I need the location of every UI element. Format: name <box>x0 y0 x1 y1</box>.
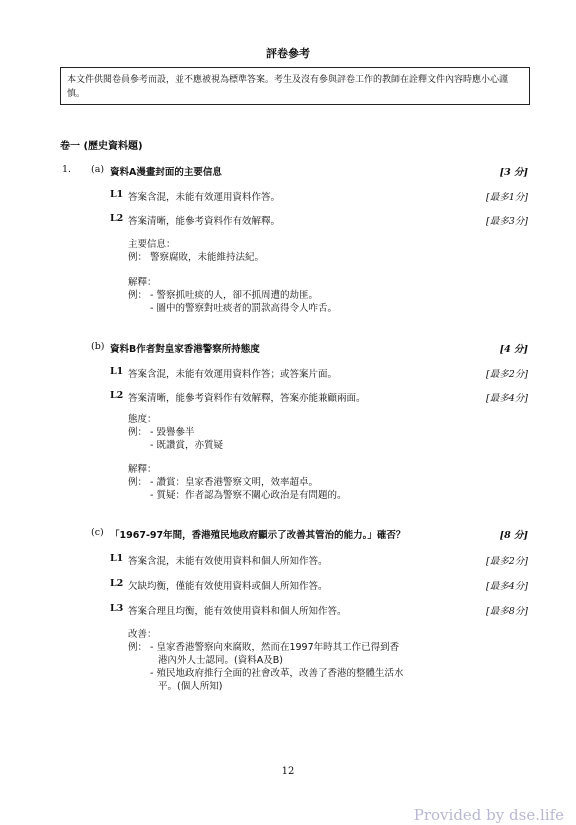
level-marks: [最多1分] <box>486 192 528 203</box>
part-b-marks: [4 分] <box>499 344 528 355</box>
part-b-label: (b) <box>91 341 105 352</box>
attitude-block <box>128 413 223 452</box>
part-b-title: 資料B作者對皇家香港警察所持態度 <box>110 344 260 355</box>
question-number: 1. <box>62 164 72 175</box>
explain-label: 解釋： <box>128 277 157 288</box>
explain-label: 解釋： <box>128 464 157 475</box>
level-marks: [最多8分] <box>486 606 528 617</box>
level-marks: [最多2分] <box>486 369 528 380</box>
provider-watermark: Provided by dse.life <box>413 806 564 824</box>
part-a-label: (a) <box>91 164 105 175</box>
level-descriptor: 答案含混，未能有效運用資料作答；或答案片面。 <box>128 369 338 380</box>
page-title: 評卷參考 <box>266 47 310 60</box>
level-code: L2 <box>110 390 124 401</box>
page-number: 12 <box>281 766 295 777</box>
explain-line: - 圖中的警察對吐痰者的罰款高得令人咋舌。 <box>150 303 337 314</box>
part-c-marks: [8 分] <box>499 530 528 541</box>
explain-block-a <box>128 276 337 315</box>
part-c-title: 「1967-97年間，香港殖民地政府顯示了改善其管治的能力。」確否？ <box>110 530 406 541</box>
improve-block <box>128 628 403 693</box>
level-code: L2 <box>110 578 124 589</box>
part-a-title: 資料A漫畫封面的主要信息 <box>110 167 222 178</box>
disclaimer-box: 本文件供閱卷員參考而設，並不應被視為標準答案。考生及沒有參與評卷工作的教師在詮釋文件內容時應小心謹慎。 <box>60 67 530 105</box>
level-descriptor: 答案清晰，能參考資料作有效解釋。 <box>128 216 281 227</box>
attitude-line: - 既讚賞，亦質疑 <box>150 440 223 451</box>
message-label: 主要信息： <box>128 239 176 250</box>
level-descriptor: 答案含混，未能有效運用資料作答。 <box>128 192 281 203</box>
level-marks: [最多4分] <box>486 581 528 592</box>
level-descriptor: 答案含混，未能有效使用資料和個人所知作答。 <box>128 556 328 567</box>
level-marks: [最多3分] <box>486 216 528 227</box>
level-code: L1 <box>110 553 124 564</box>
improve-line: 例： - 皇家香港警察向來腐敗，然而在1997年時其工作已得到香 <box>128 642 400 653</box>
level-code: L1 <box>110 189 124 200</box>
message-block <box>128 238 264 264</box>
level-marks: [最多2分] <box>486 556 528 567</box>
level-descriptor: 答案合理且均衡，能有效使用資料和個人所知作答。 <box>128 606 347 617</box>
explain-line: 例： - 讚賞：皇家香港警察文明，效率超卓。 <box>128 477 318 488</box>
improve-label: 改善： <box>128 629 157 640</box>
level-code: L1 <box>110 366 124 377</box>
part-a-marks: [3 分] <box>499 167 528 178</box>
attitude-label: 態度： <box>128 414 157 425</box>
part-c-label: (c) <box>91 527 104 538</box>
message-example: 例： 警察腐敗，未能維持法紀。 <box>128 252 265 263</box>
paper-heading: 卷一 (歷史資料題) <box>60 141 143 152</box>
level-marks: [最多4分] <box>486 393 528 404</box>
improve-line: 平。(個人所知) <box>158 681 223 692</box>
improve-line: - 殖民地政府推行全面的社會改革，改善了香港的整體生活水 <box>150 668 404 679</box>
level-code: L3 <box>110 603 124 614</box>
level-descriptor: 答案清晰，能參考資料作有效解釋，答案亦能兼顧兩面。 <box>128 393 366 404</box>
level-code: L2 <box>110 213 124 224</box>
explain-block-b <box>128 463 346 502</box>
improve-line: 港內外人士認同。(資料A及B) <box>158 655 283 666</box>
explain-line: - 質疑：作者認為警察不關心政治是有問題的。 <box>150 490 347 501</box>
attitude-line: 例： - 毀譽參半 <box>128 427 195 438</box>
level-descriptor: 欠缺均衡，僅能有效使用資料或個人所知作答。 <box>128 581 328 592</box>
explain-line: 例： - 警察抓吐痰的人，卻不抓周遭的劫匪。 <box>128 290 318 301</box>
